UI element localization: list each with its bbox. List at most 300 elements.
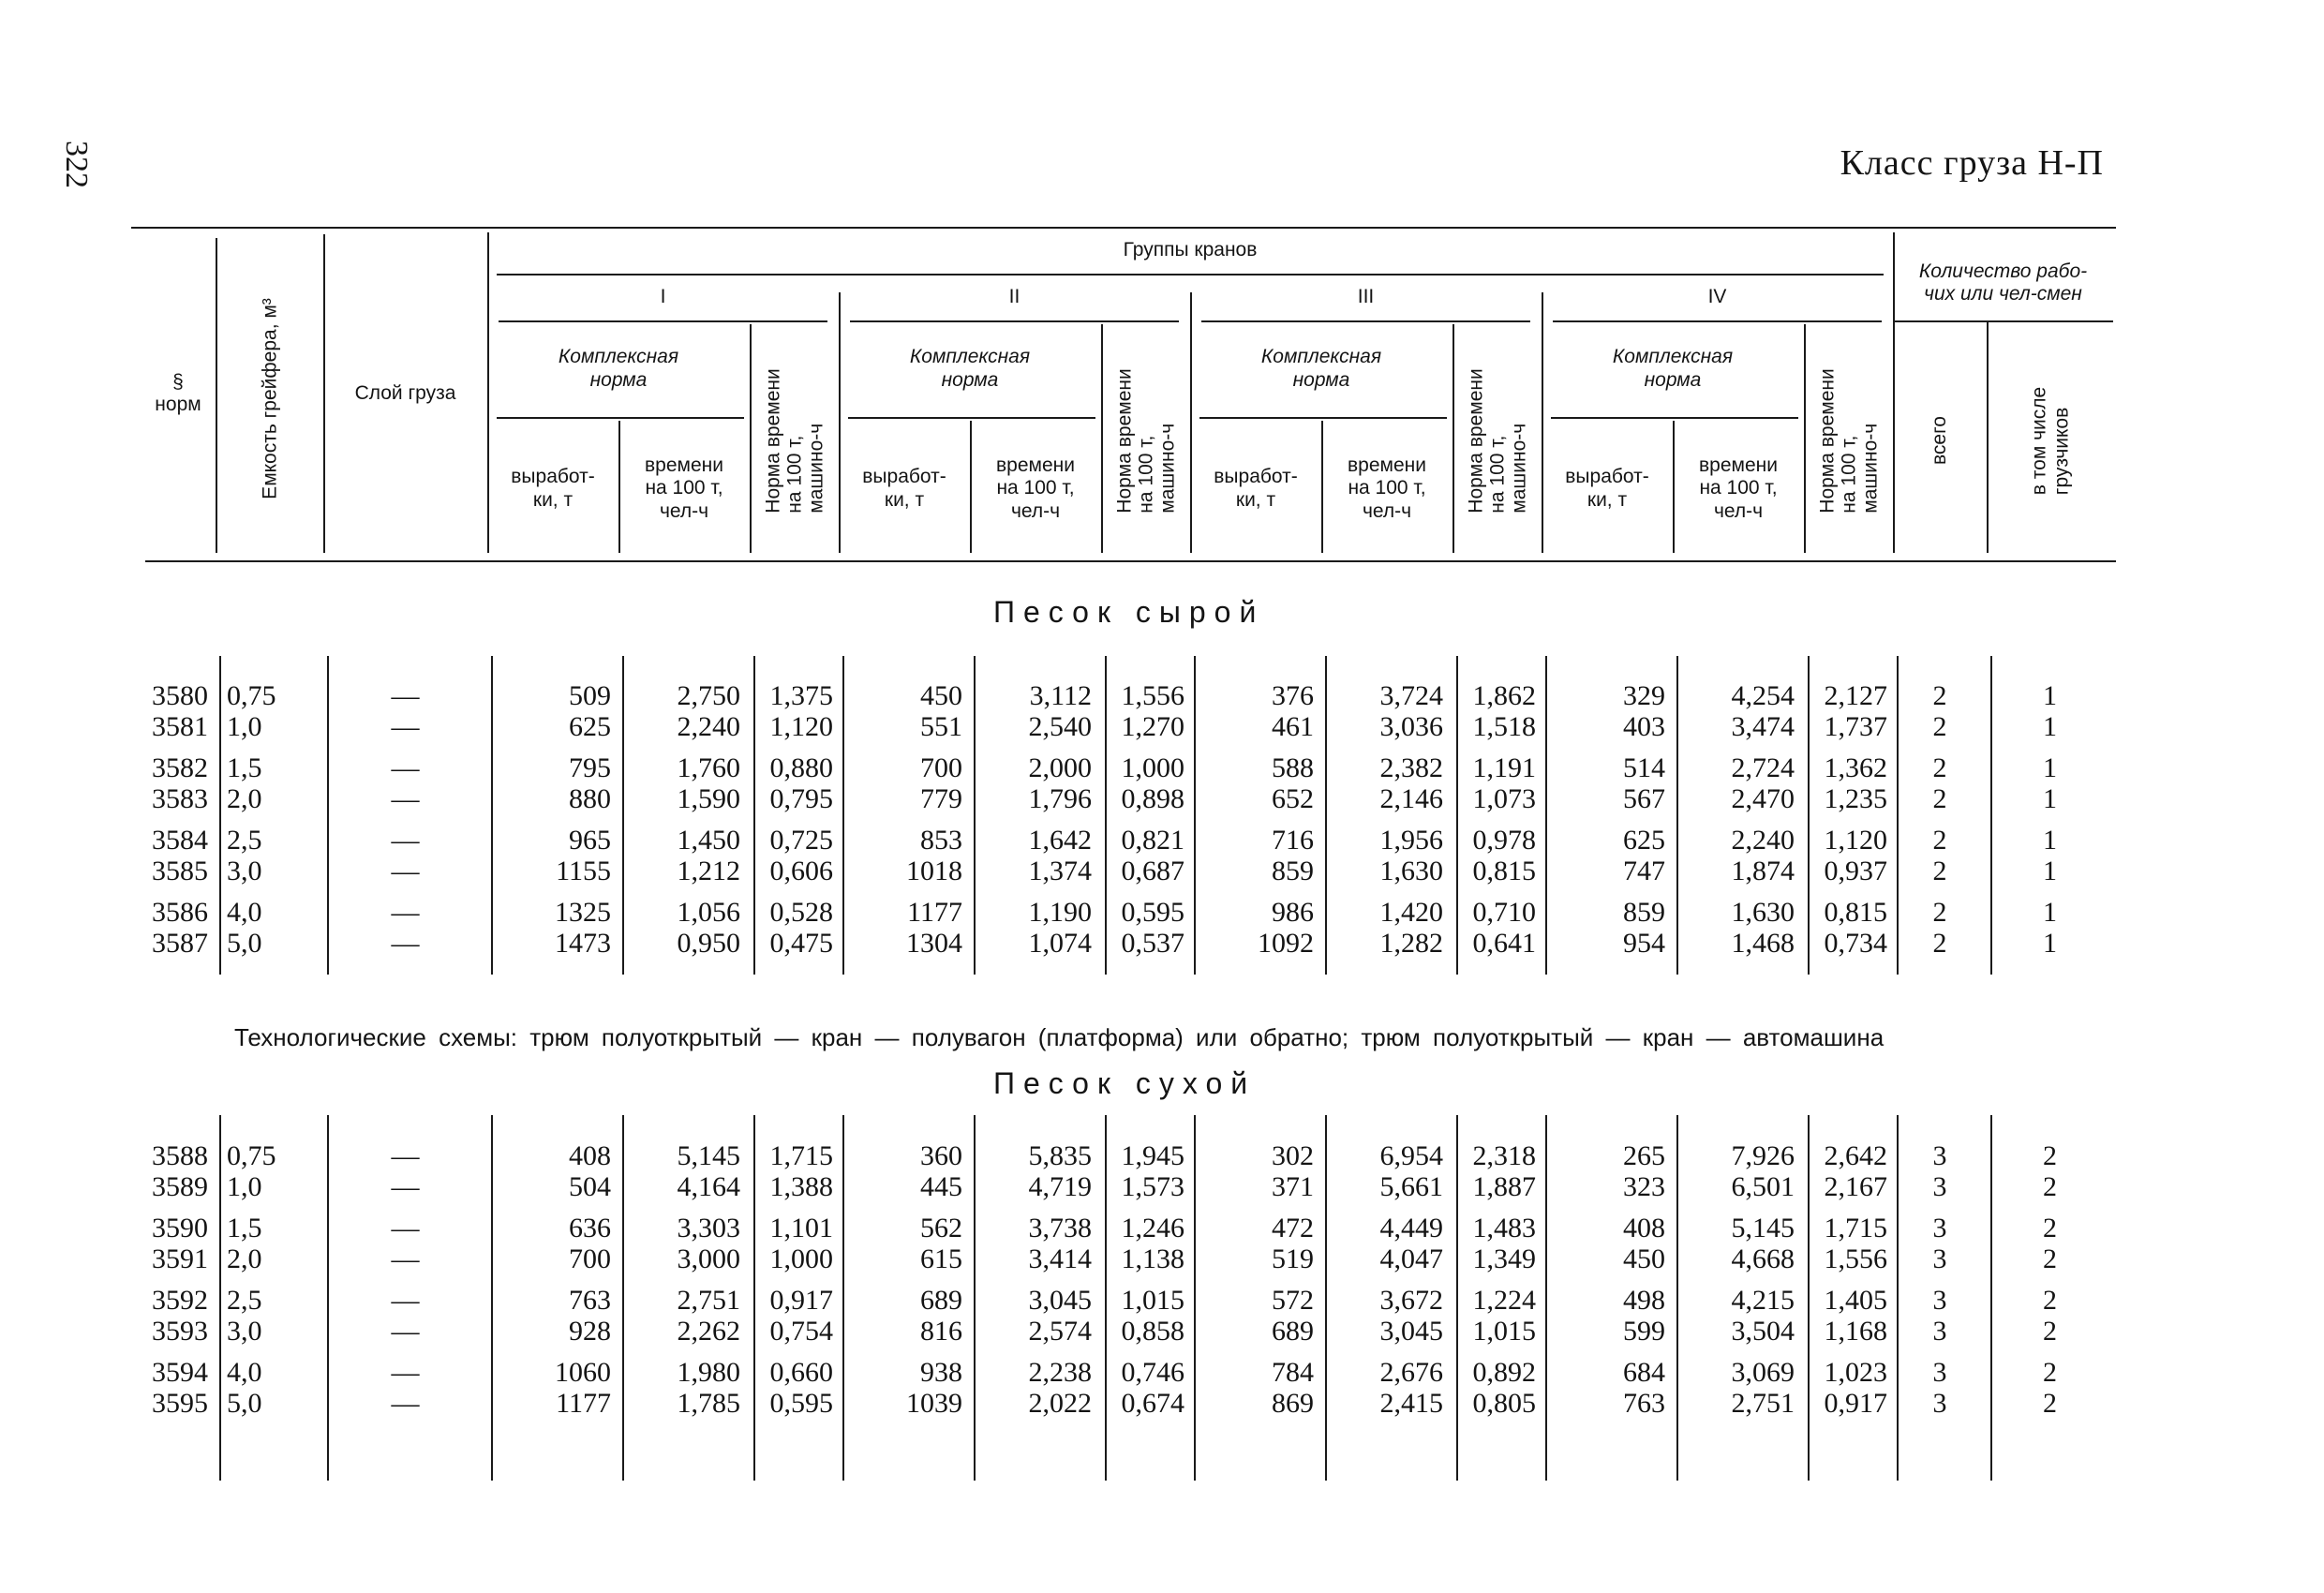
value-cell: 1,785 xyxy=(677,1388,740,1419)
value-cell: 2,262 xyxy=(677,1316,740,1347)
value-cell: 2,676 xyxy=(1379,1357,1443,1388)
value-cell: 689 xyxy=(920,1285,962,1316)
grab-capacity: 0,75 xyxy=(227,1140,276,1171)
value-cell: 1,190 xyxy=(1028,897,1092,928)
value-cell: 700 xyxy=(920,752,962,783)
value-cell: 0,537 xyxy=(1121,928,1184,959)
norm-number: 3585 xyxy=(152,856,208,886)
value-cell: 1473 xyxy=(555,928,611,959)
grab-capacity: 5,0 xyxy=(227,1388,262,1419)
workers-total: 2 xyxy=(1932,783,1947,814)
value-cell: 3,045 xyxy=(1028,1285,1092,1316)
header-group-2: II xyxy=(1008,285,1020,307)
value-cell: 1,862 xyxy=(1472,680,1536,711)
value-cell: 1,760 xyxy=(677,752,740,783)
value-cell: 0,858 xyxy=(1121,1316,1184,1347)
header-machine-norm: Норма времени на 100 т, машино-ч xyxy=(1112,367,1179,514)
value-cell: 0,815 xyxy=(1472,856,1536,886)
cargo-layer: — xyxy=(391,928,420,959)
value-cell: 2,751 xyxy=(1731,1388,1795,1419)
value-cell: 3,069 xyxy=(1731,1357,1795,1388)
value-cell: 3,738 xyxy=(1028,1213,1092,1243)
value-cell: 3,000 xyxy=(677,1243,740,1274)
header-complex-norm: Комплексная норма xyxy=(1260,346,1382,391)
value-cell: 2,127 xyxy=(1824,680,1887,711)
header-crane-groups: Группы кранов xyxy=(1123,238,1258,261)
value-cell: 0,917 xyxy=(1824,1388,1887,1419)
cargo-layer: — xyxy=(391,1357,420,1388)
value-cell: 376 xyxy=(1272,680,1314,711)
value-cell: 928 xyxy=(569,1316,611,1347)
value-cell: 1,000 xyxy=(1121,752,1184,783)
value-cell: 0,917 xyxy=(769,1285,833,1316)
value-cell: 2,146 xyxy=(1379,783,1443,814)
cargo-layer: — xyxy=(391,783,420,814)
value-cell: 4,164 xyxy=(677,1171,740,1202)
value-cell: 0,710 xyxy=(1472,897,1536,928)
loaders-count: 1 xyxy=(2043,711,2057,742)
norm-number: 3582 xyxy=(152,752,208,783)
value-cell: 1,375 xyxy=(769,680,833,711)
cargo-layer: — xyxy=(391,752,420,783)
value-cell: 636 xyxy=(569,1213,611,1243)
value-cell: 5,835 xyxy=(1028,1140,1092,1171)
value-cell: 1177 xyxy=(556,1388,611,1419)
loaders-count: 1 xyxy=(2043,825,2057,856)
cargo-layer: — xyxy=(391,1285,420,1316)
value-cell: 4,215 xyxy=(1731,1285,1795,1316)
value-cell: 1,388 xyxy=(769,1171,833,1202)
workers-total: 3 xyxy=(1932,1316,1947,1347)
value-cell: 1,235 xyxy=(1824,783,1887,814)
value-cell: 329 xyxy=(1623,680,1665,711)
value-cell: 684 xyxy=(1623,1357,1665,1388)
value-cell: 0,687 xyxy=(1121,856,1184,886)
value-cell: 450 xyxy=(920,680,962,711)
cargo-class-title: Класс груза Н-П xyxy=(1840,143,2104,183)
norm-number: 3586 xyxy=(152,897,208,928)
value-cell: 1,191 xyxy=(1472,752,1536,783)
value-cell: 0,674 xyxy=(1121,1388,1184,1419)
loaders-count: 1 xyxy=(2043,752,2057,783)
value-cell: 461 xyxy=(1272,711,1314,742)
header-norm-number: § норм xyxy=(155,370,201,415)
value-cell: 1,796 xyxy=(1028,783,1092,814)
norm-number: 3589 xyxy=(152,1171,208,1202)
value-cell: 853 xyxy=(920,825,962,856)
column-line xyxy=(219,656,221,975)
value-cell: 716 xyxy=(1272,825,1314,856)
value-cell: 5,661 xyxy=(1379,1171,1443,1202)
value-cell: 0,746 xyxy=(1121,1357,1184,1388)
value-cell: 986 xyxy=(1272,897,1314,928)
value-cell: 3,045 xyxy=(1379,1316,1443,1347)
norm-number: 3595 xyxy=(152,1388,208,1419)
value-cell: 551 xyxy=(920,711,962,742)
value-cell: 588 xyxy=(1272,752,1314,783)
value-cell: 472 xyxy=(1272,1213,1314,1243)
value-cell: 1,374 xyxy=(1028,856,1092,886)
value-cell: 509 xyxy=(569,680,611,711)
value-cell: 4,719 xyxy=(1028,1171,1092,1202)
grab-capacity: 3,0 xyxy=(227,1316,262,1347)
norm-number: 3580 xyxy=(152,680,208,711)
value-cell: 1,270 xyxy=(1121,711,1184,742)
value-cell: 360 xyxy=(920,1140,962,1171)
value-cell: 0,898 xyxy=(1121,783,1184,814)
workers-total: 3 xyxy=(1932,1243,1947,1274)
value-cell: 763 xyxy=(569,1285,611,1316)
value-cell: 504 xyxy=(569,1171,611,1202)
cargo-layer: — xyxy=(391,897,420,928)
header-group-3: III xyxy=(1357,285,1375,307)
header-workers-count: Количество рабо- чих или чел-смен xyxy=(1918,260,2088,305)
loaders-count: 1 xyxy=(2043,856,2057,886)
value-cell: 5,145 xyxy=(677,1140,740,1171)
value-cell: 1,945 xyxy=(1121,1140,1184,1171)
workers-total: 2 xyxy=(1932,680,1947,711)
grab-capacity: 1,5 xyxy=(227,752,262,783)
value-cell: 1,573 xyxy=(1121,1171,1184,1202)
value-cell: 1,630 xyxy=(1731,897,1795,928)
value-cell: 1,887 xyxy=(1472,1171,1536,1202)
value-cell: 1,120 xyxy=(1824,825,1887,856)
value-cell: 1,980 xyxy=(677,1357,740,1388)
value-cell: 1,212 xyxy=(677,856,740,886)
workers-total: 3 xyxy=(1932,1285,1947,1316)
value-cell: 519 xyxy=(1272,1243,1314,1274)
cargo-layer: — xyxy=(391,856,420,886)
header-time-norm: времени на 100 т, чел-ч xyxy=(996,454,1075,522)
value-cell: 763 xyxy=(1623,1388,1665,1419)
value-cell: 0,595 xyxy=(769,1388,833,1419)
value-cell: 965 xyxy=(569,825,611,856)
value-cell: 0,978 xyxy=(1472,825,1536,856)
value-cell: 869 xyxy=(1272,1388,1314,1419)
loaders-count: 2 xyxy=(2043,1171,2057,1202)
value-cell: 2,238 xyxy=(1028,1357,1092,1388)
value-cell: 0,660 xyxy=(769,1357,833,1388)
value-cell: 0,641 xyxy=(1472,928,1536,959)
grab-capacity: 2,5 xyxy=(227,1285,262,1316)
value-cell: 625 xyxy=(1623,825,1665,856)
header-machine-norm: Норма времени на 100 т, машино-ч xyxy=(761,367,827,514)
value-cell: 1018 xyxy=(906,856,962,886)
value-cell: 1060 xyxy=(555,1357,611,1388)
value-cell: 1,073 xyxy=(1472,783,1536,814)
norm-number: 3590 xyxy=(152,1213,208,1243)
workers-total: 2 xyxy=(1932,711,1947,742)
value-cell: 2,022 xyxy=(1028,1388,1092,1419)
value-cell: 1155 xyxy=(556,856,611,886)
grab-capacity: 0,75 xyxy=(227,680,276,711)
value-cell: 3,672 xyxy=(1379,1285,1443,1316)
value-cell: 2,382 xyxy=(1379,752,1443,783)
value-cell: 0,734 xyxy=(1824,928,1887,959)
value-cell: 2,240 xyxy=(1731,825,1795,856)
value-cell: 1,468 xyxy=(1731,928,1795,959)
loaders-count: 2 xyxy=(2043,1243,2057,1274)
norm-number: 3588 xyxy=(152,1140,208,1171)
loaders-count: 1 xyxy=(2043,928,2057,959)
header-time-norm: времени на 100 т, чел-ч xyxy=(645,454,723,522)
section-title: Песок сухой xyxy=(993,1066,1257,1100)
value-cell: 0,606 xyxy=(769,856,833,886)
value-cell: 1,737 xyxy=(1824,711,1887,742)
value-cell: 816 xyxy=(920,1316,962,1347)
value-cell: 0,725 xyxy=(769,825,833,856)
cargo-layer: — xyxy=(391,1213,420,1243)
value-cell: 450 xyxy=(1623,1243,1665,1274)
norm-number: 3591 xyxy=(152,1243,208,1274)
value-cell: 784 xyxy=(1272,1357,1314,1388)
value-cell: 2,000 xyxy=(1028,752,1092,783)
value-cell: 0,821 xyxy=(1121,825,1184,856)
value-cell: 6,501 xyxy=(1731,1171,1795,1202)
value-cell: 4,254 xyxy=(1731,680,1795,711)
loaders-count: 2 xyxy=(2043,1285,2057,1316)
norm-number: 3581 xyxy=(152,711,208,742)
grab-capacity: 2,5 xyxy=(227,825,262,856)
value-cell: 2,540 xyxy=(1028,711,1092,742)
value-cell: 0,815 xyxy=(1824,897,1887,928)
header-complex-norm: Комплексная норма xyxy=(909,346,1031,391)
value-cell: 1,450 xyxy=(677,825,740,856)
grab-capacity: 4,0 xyxy=(227,1357,262,1388)
workers-total: 3 xyxy=(1932,1357,1947,1388)
value-cell: 2,240 xyxy=(677,711,740,742)
grab-capacity: 4,0 xyxy=(227,897,262,928)
norm-number: 3592 xyxy=(152,1285,208,1316)
loaders-count: 1 xyxy=(2043,680,2057,711)
value-cell: 445 xyxy=(920,1171,962,1202)
value-cell: 747 xyxy=(1623,856,1665,886)
section-title: Песок сырой xyxy=(993,595,1265,629)
value-cell: 1,518 xyxy=(1472,711,1536,742)
value-cell: 1,168 xyxy=(1824,1316,1887,1347)
grab-capacity: 1,0 xyxy=(227,1171,262,1202)
cargo-layer: — xyxy=(391,1140,420,1171)
value-cell: 599 xyxy=(1623,1316,1665,1347)
value-cell: 625 xyxy=(569,711,611,742)
value-cell: 1,556 xyxy=(1824,1243,1887,1274)
value-cell: 1,101 xyxy=(769,1213,833,1243)
value-cell: 615 xyxy=(920,1243,962,1274)
header-output: выработ- ки, т xyxy=(1214,466,1298,511)
value-cell: 567 xyxy=(1623,783,1665,814)
value-cell: 954 xyxy=(1623,928,1665,959)
value-cell: 408 xyxy=(569,1140,611,1171)
header-complex-norm: Комплексная норма xyxy=(558,346,679,391)
value-cell: 3,303 xyxy=(677,1213,740,1243)
header-group-4: IV xyxy=(1707,285,1727,307)
value-cell: 2,751 xyxy=(677,1285,740,1316)
value-cell: 0,595 xyxy=(1121,897,1184,928)
value-cell: 652 xyxy=(1272,783,1314,814)
loaders-count: 2 xyxy=(2043,1213,2057,1243)
cargo-layer: — xyxy=(391,825,420,856)
value-cell: 880 xyxy=(569,783,611,814)
norm-number: 3594 xyxy=(152,1357,208,1388)
value-cell: 1,224 xyxy=(1472,1285,1536,1316)
value-cell: 779 xyxy=(920,783,962,814)
header-bottom-rule xyxy=(145,560,2116,562)
grab-capacity: 1,5 xyxy=(227,1213,262,1243)
value-cell: 1,362 xyxy=(1824,752,1887,783)
cargo-layer: — xyxy=(391,1388,420,1419)
value-cell: 4,668 xyxy=(1731,1243,1795,1274)
value-cell: 0,475 xyxy=(769,928,833,959)
value-cell: 700 xyxy=(569,1243,611,1274)
value-cell: 562 xyxy=(920,1213,962,1243)
value-cell: 403 xyxy=(1623,711,1665,742)
page-number: 322 xyxy=(59,141,94,188)
value-cell: 0,795 xyxy=(769,783,833,814)
cargo-layer: — xyxy=(391,1316,420,1347)
value-cell: 1,120 xyxy=(769,711,833,742)
value-cell: 1,074 xyxy=(1028,928,1092,959)
value-cell: 0,754 xyxy=(769,1316,833,1347)
cargo-layer: — xyxy=(391,1171,420,1202)
value-cell: 514 xyxy=(1623,752,1665,783)
value-cell: 2,415 xyxy=(1379,1388,1443,1419)
value-cell: 1,405 xyxy=(1824,1285,1887,1316)
value-cell: 938 xyxy=(920,1357,962,1388)
value-cell: 1,349 xyxy=(1472,1243,1536,1274)
value-cell: 0,528 xyxy=(769,897,833,928)
value-cell: 498 xyxy=(1623,1285,1665,1316)
value-cell: 302 xyxy=(1272,1140,1314,1171)
workers-total: 3 xyxy=(1932,1140,1947,1171)
header-output: выработ- ки, т xyxy=(862,466,946,511)
value-cell: 3,504 xyxy=(1731,1316,1795,1347)
value-cell: 2,750 xyxy=(677,680,740,711)
value-cell: 1177 xyxy=(907,897,962,928)
value-cell: 1039 xyxy=(906,1388,962,1419)
header-time-norm: времени на 100 т, чел-ч xyxy=(1348,454,1426,522)
value-cell: 1,138 xyxy=(1121,1243,1184,1274)
value-cell: 2,724 xyxy=(1731,752,1795,783)
cargo-layer: — xyxy=(391,1243,420,1274)
header-machine-norm: Норма времени на 100 т, машино-ч xyxy=(1464,367,1530,514)
header-cargo-layer: Слой груза xyxy=(354,381,456,404)
value-cell: 408 xyxy=(1623,1213,1665,1243)
value-cell: 2,470 xyxy=(1731,783,1795,814)
value-cell: 0,950 xyxy=(677,928,740,959)
norm-number: 3584 xyxy=(152,825,208,856)
header-output: выработ- ки, т xyxy=(511,466,595,511)
value-cell: 4,449 xyxy=(1379,1213,1443,1243)
value-cell: 859 xyxy=(1623,897,1665,928)
workers-total: 2 xyxy=(1932,752,1947,783)
loaders-count: 1 xyxy=(2043,783,2057,814)
grab-capacity: 2,0 xyxy=(227,1243,262,1274)
cargo-layer: — xyxy=(391,711,420,742)
norm-number: 3583 xyxy=(152,783,208,814)
value-cell: 1,630 xyxy=(1379,856,1443,886)
value-cell: 2,167 xyxy=(1824,1171,1887,1202)
workers-total: 2 xyxy=(1932,825,1947,856)
workers-total: 2 xyxy=(1932,856,1947,886)
value-cell: 1,246 xyxy=(1121,1213,1184,1243)
value-cell: 2,642 xyxy=(1824,1140,1887,1171)
header-group-1: I xyxy=(660,285,666,307)
value-cell: 265 xyxy=(1623,1140,1665,1171)
value-cell: 1,056 xyxy=(677,897,740,928)
value-cell: 3,414 xyxy=(1028,1243,1092,1274)
loaders-count: 2 xyxy=(2043,1357,2057,1388)
value-cell: 1,874 xyxy=(1731,856,1795,886)
value-cell: 3,112 xyxy=(1029,680,1092,711)
value-cell: 3,724 xyxy=(1379,680,1443,711)
header-machine-norm: Норма времени на 100 т, машино-ч xyxy=(1815,367,1882,514)
workers-total: 2 xyxy=(1932,928,1947,959)
value-cell: 1,483 xyxy=(1472,1213,1536,1243)
workers-total: 3 xyxy=(1932,1388,1947,1419)
value-cell: 7,926 xyxy=(1731,1140,1795,1171)
loaders-count: 1 xyxy=(2043,897,2057,928)
value-cell: 1,956 xyxy=(1379,825,1443,856)
value-cell: 1,023 xyxy=(1824,1357,1887,1388)
value-cell: 0,805 xyxy=(1472,1388,1536,1419)
header-grab-capacity: Емкость грейфера, м³ xyxy=(258,297,280,499)
loaders-count: 2 xyxy=(2043,1388,2057,1419)
value-cell: 1,590 xyxy=(677,783,740,814)
workers-total: 3 xyxy=(1932,1171,1947,1202)
value-cell: 2,318 xyxy=(1472,1140,1536,1171)
value-cell: 323 xyxy=(1623,1171,1665,1202)
grab-capacity: 1,0 xyxy=(227,711,262,742)
value-cell: 795 xyxy=(569,752,611,783)
value-cell: 0,880 xyxy=(769,752,833,783)
workers-total: 2 xyxy=(1932,897,1947,928)
technological-schemes: Технологические схемы: трюм полуоткрытый — кран — полувагон (платформа) или обратно; трюм полуоткрытый — кран — автомашина xyxy=(234,1023,1885,1051)
value-cell: 1,556 xyxy=(1121,680,1184,711)
value-cell: 2,574 xyxy=(1028,1316,1092,1347)
header-loaders: в том числе грузчиков xyxy=(2028,386,2072,495)
header-complex-norm: Комплексная норма xyxy=(1612,346,1734,391)
header-output: выработ- ки, т xyxy=(1565,466,1649,511)
norm-number: 3587 xyxy=(152,928,208,959)
value-cell: 3,474 xyxy=(1731,711,1795,742)
value-cell: 3,036 xyxy=(1379,711,1443,742)
value-cell: 572 xyxy=(1272,1285,1314,1316)
header-time-norm: времени на 100 т, чел-ч xyxy=(1699,454,1778,522)
header-total: всего xyxy=(1929,416,1951,465)
value-cell: 371 xyxy=(1272,1171,1314,1202)
value-cell: 1,000 xyxy=(769,1243,833,1274)
value-cell: 1,642 xyxy=(1028,825,1092,856)
column-line xyxy=(219,1115,221,1481)
workers-rule xyxy=(1893,320,2113,322)
value-cell: 1,715 xyxy=(1824,1213,1887,1243)
grab-capacity: 3,0 xyxy=(227,856,262,886)
grab-capacity: 5,0 xyxy=(227,928,262,959)
norm-number: 3593 xyxy=(152,1316,208,1347)
workers-total: 3 xyxy=(1932,1213,1947,1243)
value-cell: 1,282 xyxy=(1379,928,1443,959)
value-cell: 4,047 xyxy=(1379,1243,1443,1274)
value-cell: 1304 xyxy=(906,928,962,959)
grab-capacity: 2,0 xyxy=(227,783,262,814)
value-cell: 6,954 xyxy=(1379,1140,1443,1171)
value-cell: 0,937 xyxy=(1824,856,1887,886)
value-cell: 1325 xyxy=(555,897,611,928)
loaders-count: 2 xyxy=(2043,1140,2057,1171)
value-cell: 1,015 xyxy=(1472,1316,1536,1347)
value-cell: 1,015 xyxy=(1121,1285,1184,1316)
value-cell: 0,892 xyxy=(1472,1357,1536,1388)
